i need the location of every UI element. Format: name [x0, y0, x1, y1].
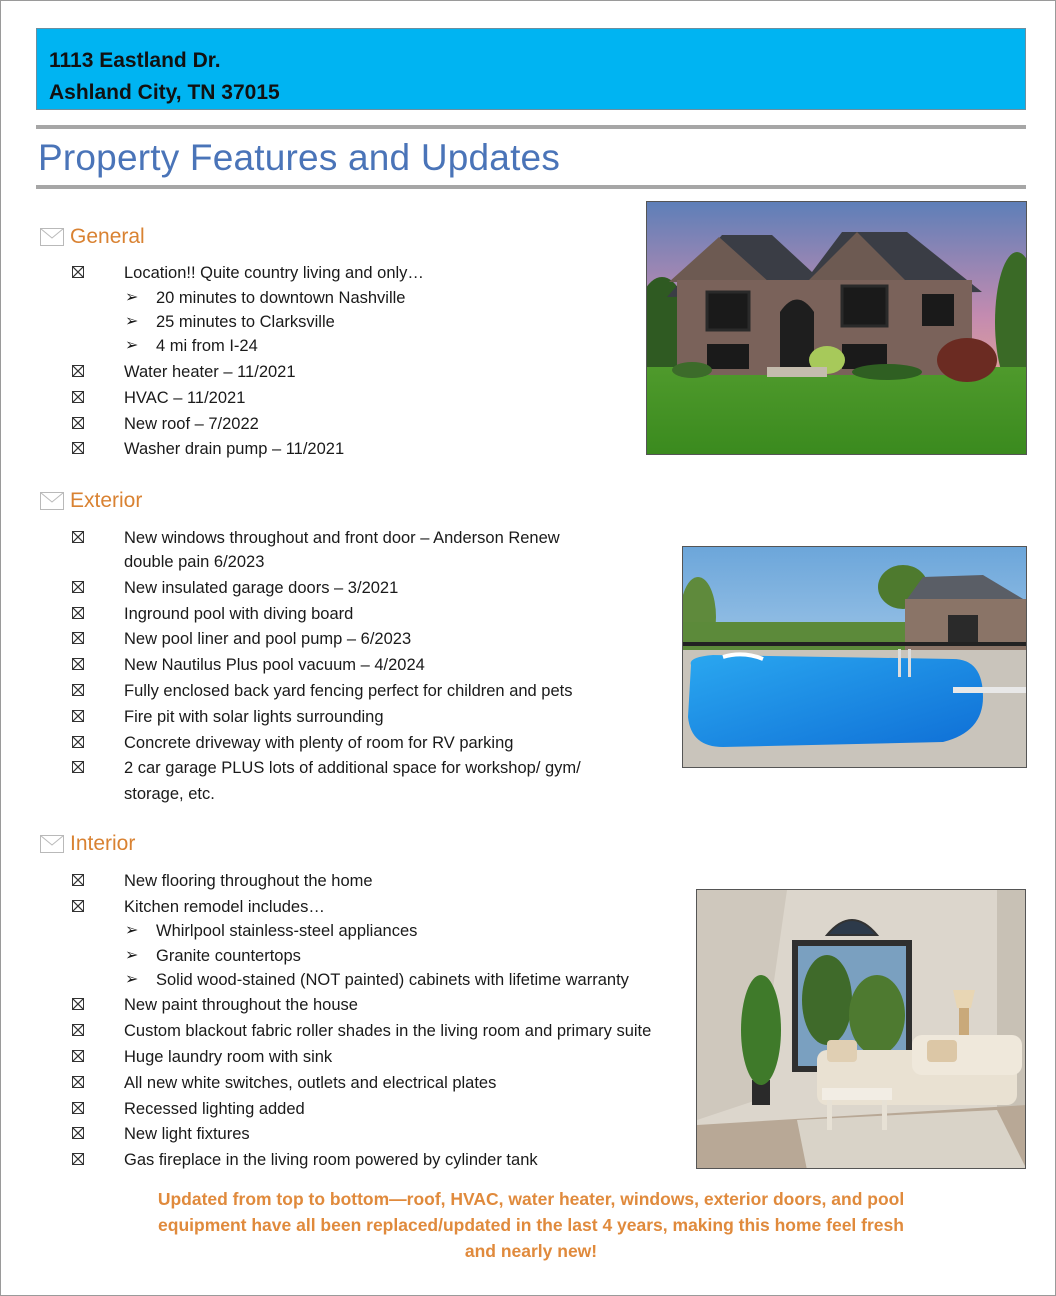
summary-line: equipment have all been replaced/updated in the last 4 years, making this home feel fresh [158, 1215, 904, 1235]
page-title: Property Features and Updates [38, 137, 561, 178]
item-text: New insulated garage doors – 3/2021 [124, 579, 399, 597]
checkbox-checked-icon [72, 710, 84, 722]
section-label: Interior [70, 832, 136, 855]
item-text: New pool liner and pool pump – 6/2023 [124, 630, 412, 648]
item-text: Custom blackout fabric roller shades in the living room and primary suite [124, 1022, 652, 1040]
arrow-bullet-icon: ➢ [125, 313, 139, 330]
checkbox-checked-icon [72, 684, 84, 696]
item-text: HVAC – 11/2021 [124, 389, 246, 407]
item-text: New paint throughout the house [124, 996, 358, 1014]
item-text: Huge laundry room with sink [124, 1048, 333, 1066]
checkbox-checked-icon [72, 607, 84, 619]
item-text: Water heater – 11/2021 [124, 363, 296, 381]
checkbox-checked-icon [72, 1050, 84, 1062]
arrow-bullet-icon: ➢ [125, 947, 139, 964]
item-text: double pain 6/2023 [124, 553, 265, 571]
item-text: Granite countertops [156, 947, 301, 965]
summary-line: Updated from top to bottom—roof, HVAC, water heater, windows, exterior doors, and pool [157, 1189, 905, 1209]
section-label: General [70, 225, 145, 248]
summary-footer [120, 1186, 942, 1264]
checkbox-checked-icon [72, 391, 84, 403]
arrow-bullet-icon: ➢ [125, 289, 139, 306]
checkbox-checked-icon [72, 998, 84, 1010]
item-text: storage, etc. [124, 785, 215, 803]
item-text: Fully enclosed back yard fencing perfect for children and pets [124, 682, 573, 700]
item-text: 20 minutes to downtown Nashville [156, 289, 406, 307]
item-text: 4 mi from I-24 [156, 337, 258, 355]
checkbox-checked-icon [72, 417, 84, 429]
item-text: Solid wood-stained (NOT painted) cabinets with lifetime warranty [156, 971, 629, 989]
checkbox-checked-icon [72, 874, 84, 886]
address-header [36, 28, 1026, 110]
arrow-bullet-icon: ➢ [125, 971, 139, 988]
living-room-photo [696, 889, 1026, 1169]
checkbox-checked-icon [72, 266, 84, 278]
checkbox-checked-icon [72, 442, 84, 454]
item-text: 2 car garage PLUS lots of additional space for workshop/ gym/ [124, 759, 581, 777]
envelope-icon [40, 228, 64, 246]
section-label: Exterior [70, 489, 143, 512]
item-text: Recessed lighting added [124, 1100, 305, 1118]
envelope-icon [40, 492, 64, 510]
item-text: Whirlpool stainless-steel appliances [156, 922, 418, 940]
item-text: Kitchen remodel includes… [124, 898, 325, 916]
item-text: New windows throughout and front door – Anderson Renew [124, 529, 560, 547]
item-text: Washer drain pump – 11/2021 [124, 440, 345, 458]
checkbox-checked-icon [72, 1153, 84, 1165]
pool-photo [682, 546, 1027, 768]
house-front-photo [646, 201, 1027, 455]
item-text: Concrete driveway with plenty of room for RV parking [124, 734, 514, 752]
arrow-bullet-icon: ➢ [125, 922, 139, 939]
top-divider [36, 125, 1026, 129]
item-text: Gas fireplace in the living room powered by cylinder tank [124, 1151, 538, 1169]
checkbox-checked-icon [72, 900, 84, 912]
item-text: Inground pool with diving board [124, 605, 354, 623]
envelope-icon [40, 835, 64, 853]
checkbox-checked-icon [72, 1102, 84, 1114]
item-text: Fire pit with solar lights surrounding [124, 708, 384, 726]
title-divider [36, 185, 1026, 189]
item-text: Location!! Quite country living and only… [124, 264, 424, 282]
address-street: 1113 Eastland Dr. [49, 49, 221, 72]
checkbox-checked-icon [72, 632, 84, 644]
address-city: Ashland City, TN 37015 [49, 81, 280, 104]
item-text: New Nautilus Plus pool vacuum – 4/2024 [124, 656, 425, 674]
arrow-bullet-icon: ➢ [125, 337, 139, 354]
item-text: New light fixtures [124, 1125, 250, 1143]
item-text: New flooring throughout the home [124, 872, 373, 890]
item-text: 25 minutes to Clarksville [156, 313, 335, 331]
checkbox-checked-icon [72, 1076, 84, 1088]
checkbox-checked-icon [72, 365, 84, 377]
summary-line: and nearly new! [464, 1241, 598, 1261]
item-text: New roof – 7/2022 [124, 415, 259, 433]
item-text: All new white switches, outlets and electrical plates [124, 1074, 497, 1092]
checkbox-checked-icon [72, 531, 84, 543]
checkbox-checked-icon [72, 1127, 84, 1139]
checkbox-checked-icon [72, 736, 84, 748]
checkbox-checked-icon [72, 1024, 84, 1036]
checkbox-checked-icon [72, 658, 84, 670]
checkbox-checked-icon [72, 761, 84, 773]
checkbox-checked-icon [72, 581, 84, 593]
